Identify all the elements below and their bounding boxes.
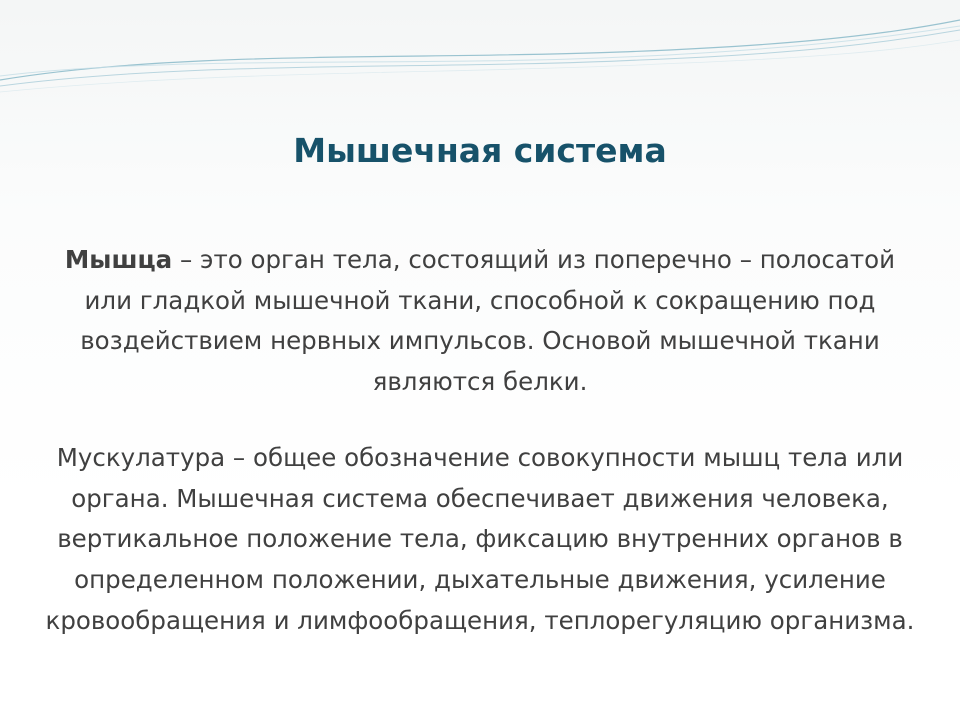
musculature-paragraph: Мускулатура – общее обозначение совокупности мышц тела или органа. Мышечная система обеспечивает движения человека, вертикальное положение тела, фиксацию внутренних органов в определенном положении, дыхательные движения, усиление кровообращения и лимфообращения, теплорегуляцию организма. [45, 443, 915, 635]
slide-title: Мышечная система [293, 131, 667, 170]
term-muscle: Мышца [64, 245, 173, 274]
wave-line-1 [0, 20, 960, 80]
wave-line-4 [0, 40, 960, 92]
definition-paragraph [40, 240, 920, 403]
wave-line-2 [0, 30, 960, 86]
definition-text: – это орган тела, состоящий из поперечно – полосатой или гладкой мышечной ткани, способной к сокращению под воздействием нервных импульсов. Основой мышечной ткани являются белки. [80, 245, 896, 397]
wave-line-3 [0, 26, 960, 76]
decorative-wave-lines [0, 0, 960, 110]
